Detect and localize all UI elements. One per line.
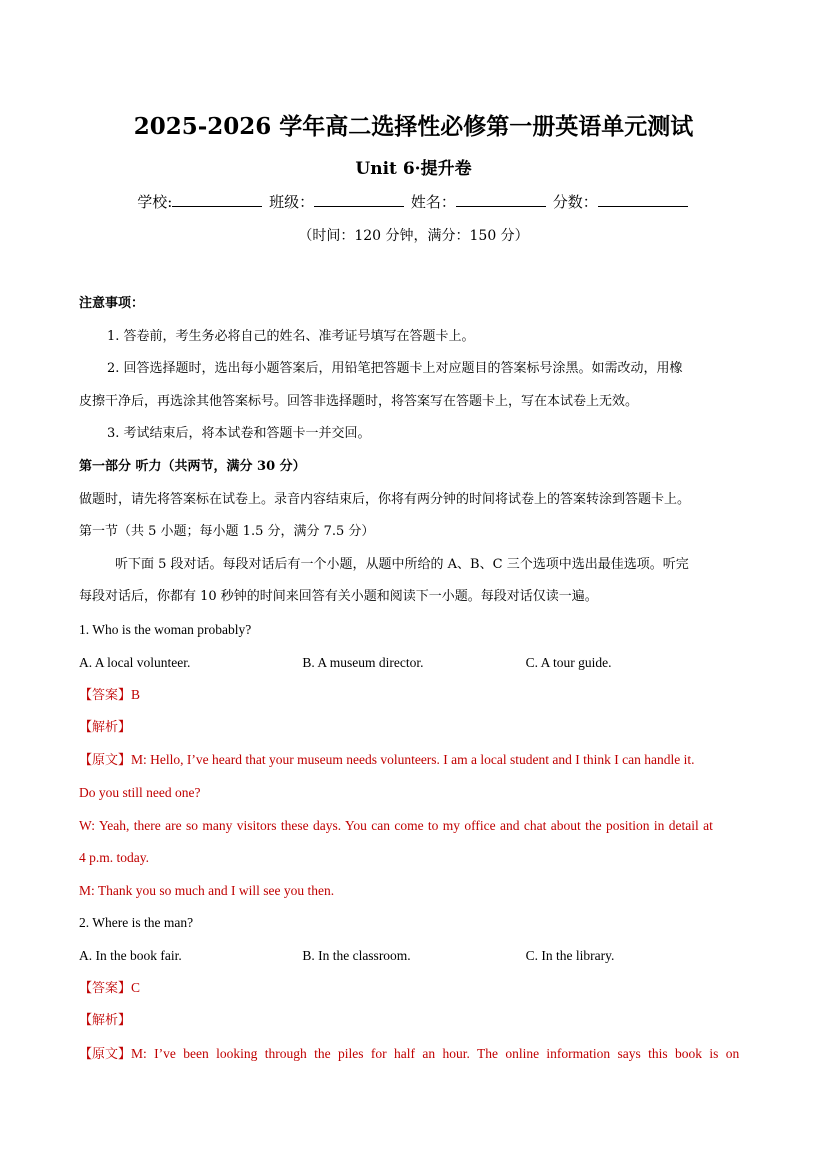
section1-directions-a: 听下面 5 段对话。每段对话后有一个小题，从题中所给的 A、B、C 三个选项中选出最佳选项。听完 (115, 556, 689, 572)
question-1-transcript-3: W: Yeah, there are so many visitors these days. You can come to my office and chat about the position in detail at (79, 817, 713, 833)
option-c: C. In the library. (525, 947, 615, 963)
transcript-text: M: I’ve been looking through the piles for half an hour. The online information says this book is on (131, 1045, 740, 1061)
answer-value: C (131, 980, 141, 996)
exam-title: 2025-2026 学年高二选择性必修第一册英语单元测试 (133, 113, 694, 140)
question-1-transcript-2: Do you still need one? (79, 784, 201, 800)
part1-heading: 第一部分 听力（共两节，满分 30 分） (79, 458, 306, 474)
question-2-options (79, 940, 749, 973)
option-c: C. A tour guide. (525, 654, 612, 670)
answer-label: 【答案】 (79, 688, 132, 704)
part1-instruction: 做题时，请先将答案标在试卷上。录音内容结束后，你将有两分钟的时间将试卷上的答案转涂到答题卡上。 (79, 491, 691, 507)
question-2-transcript-1 (79, 1038, 749, 1071)
transcript-label: 【原文】 (79, 753, 132, 769)
name-blank (456, 192, 546, 207)
question-1-transcript-5: M: Thank you so much and I will see you then. (79, 882, 335, 898)
question-1-transcript-4: 4 p.m. today. (79, 850, 149, 866)
answer-label: 【答案】 (79, 981, 132, 997)
question-1-options (79, 647, 749, 680)
question-1-transcript-1 (79, 744, 749, 777)
notice-item-1: 1. 答卷前，考生务必将自己的姓名、准考证号填写在答题卡上。 (107, 328, 475, 344)
question-1-analysis: 【解析】 (79, 719, 132, 735)
section1-directions-b: 每段对话后，你都有 10 秒钟的时间来回答有关小题和阅读下一小题。每段对话仅读一遍。 (79, 589, 598, 605)
question-2-analysis: 【解析】 (79, 1013, 132, 1029)
exam-body (79, 288, 749, 1070)
notice-heading: 注意事项： (79, 296, 145, 311)
time-info: （时间：120 分钟，满分：150 分） (298, 228, 529, 244)
student-info-line (0, 191, 827, 212)
question-1-answer (79, 679, 749, 712)
class-label: 班级： (269, 193, 315, 211)
notice-item-2b: 皮擦干净后，再选涂其他答案标号。回答非选择题时，将答案写在答题卡上，写在本试卷上无效。 (79, 393, 639, 409)
section1-heading: 第一节（共 5 小题；每小题 1.5 分，满分 7.5 分） (79, 524, 375, 540)
question-2-answer (79, 972, 749, 1005)
exam-subtitle: Unit 6·提升卷 (355, 159, 472, 179)
name-label: 姓名： (410, 193, 456, 211)
score-label: 分数： (552, 193, 598, 211)
school-blank (172, 192, 262, 207)
option-a: A. In the book fair. (79, 947, 182, 963)
transcript-text: M: Hello, I’ve heard that your museum needs volunteers. I am a local student and I think I can handle it. (131, 752, 695, 768)
school-label: 学校: (137, 193, 173, 211)
option-b: B. In the classroom. (302, 947, 411, 963)
transcript-label: 【原文】 (79, 1046, 132, 1062)
notice-item-2a: 2. 回答选择题时，选出每小题答案后，用铅笔把答题卡上对应题目的答案标号涂黑。如需改动，用橡 (107, 361, 683, 377)
question-2: 2. Where is the man? (79, 915, 194, 931)
question-1: 1. Who is the woman probably? (79, 621, 252, 637)
score-blank (598, 192, 688, 207)
notice-item-3: 3. 考试结束后，将本试卷和答题卡一并交回。 (107, 426, 371, 442)
option-b: B. A museum director. (302, 654, 424, 670)
class-blank (314, 192, 404, 207)
option-a: A. A local volunteer. (79, 654, 191, 670)
answer-value: B (131, 687, 141, 703)
